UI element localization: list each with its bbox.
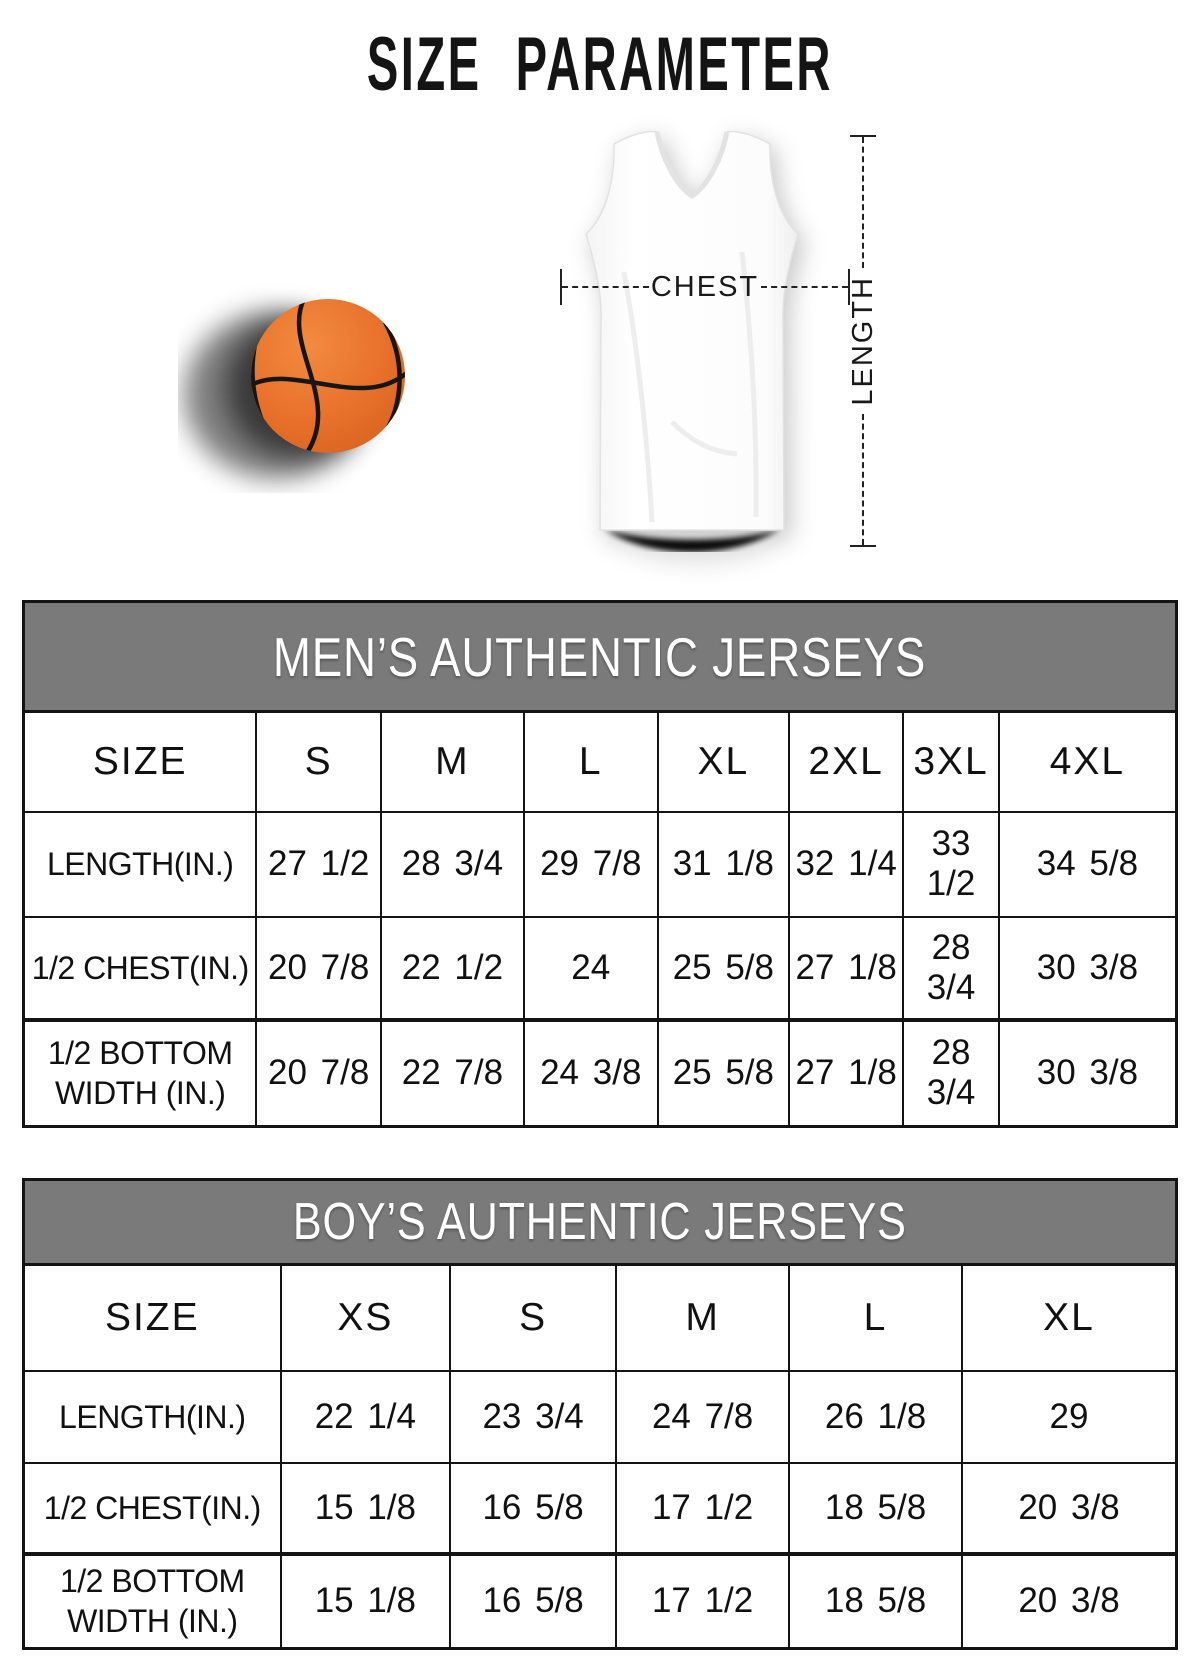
cell-value: 20 3/8 (962, 1463, 1177, 1554)
dashed-line-right (761, 286, 848, 288)
cell-value: 23 3/4 (450, 1371, 616, 1463)
boys-col-xs: XS (281, 1265, 450, 1371)
cell-value: 16 5/8 (450, 1554, 616, 1649)
page-title-text: SIZE PARAMETER (366, 22, 834, 107)
mens-col-m: M (381, 712, 524, 812)
cell-value: 15 1/8 (281, 1463, 450, 1554)
cell-value: 22 1/2 (381, 917, 524, 1020)
boys-col-s: S (450, 1265, 616, 1371)
cell-value: 16 5/8 (450, 1463, 616, 1554)
boys-half-chest-row (24, 1463, 1177, 1554)
cell-value: 34 5/8 (999, 812, 1177, 917)
jersey-body (586, 132, 798, 531)
boys-length-row (24, 1371, 1177, 1463)
boys-col-l: L (789, 1265, 962, 1371)
boys-col-xl: XL (962, 1265, 1177, 1371)
boys-column-header-row (24, 1265, 1177, 1371)
cell-value: 22 1/4 (281, 1371, 450, 1463)
cell-value: 18 5/8 (789, 1554, 962, 1649)
mens-length-row (24, 812, 1177, 917)
cell-value: 20 3/8 (962, 1554, 1177, 1649)
row-label: 1/2 BOTTOM WIDTH (IN.) (24, 1020, 257, 1127)
length-measure-line (845, 135, 881, 547)
mens-col-l: L (524, 712, 658, 812)
size-illustration (0, 95, 1200, 600)
cell-value: 27 1/8 (789, 917, 903, 1020)
boys-table-banner-row (24, 1180, 1177, 1265)
cell-value: 29 (962, 1371, 1177, 1463)
basketball-body (251, 299, 405, 453)
cell-value: 30 3/8 (999, 917, 1177, 1020)
mens-size-table (22, 600, 1178, 1128)
cell-value: 26 1/8 (789, 1371, 962, 1463)
cell-value: 27 1/8 (789, 1020, 903, 1127)
cell-value: 17 1/2 (616, 1463, 789, 1554)
cell-value: 27 1/2 (256, 812, 381, 917)
chest-label: CHEST (650, 270, 760, 303)
boys-table-banner (24, 1180, 1177, 1265)
row-label: 1/2 BOTTOM WIDTH (IN.) (24, 1554, 281, 1649)
boys-size-table (22, 1178, 1178, 1650)
cell-value: 29 7/8 (524, 812, 658, 917)
cell-value: 28 3/4 (903, 1020, 999, 1127)
cell-value: 31 1/8 (658, 812, 789, 917)
measure-tick-bottom (850, 545, 876, 547)
cell-value: 20 7/8 (256, 917, 381, 1020)
mens-half-chest-row (24, 917, 1177, 1020)
length-label: LENGTH (846, 276, 879, 406)
cell-value: 25 5/8 (658, 917, 789, 1020)
cell-value: 28 3/4 (903, 917, 999, 1020)
cell-value: 33 1/2 (903, 812, 999, 917)
boys-table-title: BOY’S AUTHENTIC JERSEYS (293, 1193, 907, 1251)
cell-value: 22 7/8 (381, 1020, 524, 1127)
dashed-line-left (562, 286, 649, 288)
mens-col-xl: XL (658, 712, 789, 812)
jersey-bottom-shadow (604, 529, 780, 552)
mens-col-size: SIZE (24, 712, 257, 812)
cell-value: 25 5/8 (658, 1020, 789, 1127)
row-label: LENGTH(IN.) (24, 1371, 281, 1463)
chest-measure-line (560, 269, 850, 305)
mens-half-bottom-width-row (24, 1020, 1177, 1127)
mens-table-title: MEN’S AUTHENTIC JERSEYS (273, 625, 927, 688)
basketball-illustration (178, 283, 438, 493)
mens-col-3xl: 3XL (903, 712, 999, 812)
cell-value: 24 7/8 (616, 1371, 789, 1463)
row-label: LENGTH(IN.) (24, 812, 257, 917)
cell-value: 24 (524, 917, 658, 1020)
boys-col-m: M (616, 1265, 789, 1371)
cell-value: 18 5/8 (789, 1463, 962, 1554)
mens-table-banner (24, 602, 1177, 712)
row-label: 1/2 CHEST(IN.) (24, 917, 257, 1020)
mens-col-4xl: 4XL (999, 712, 1177, 812)
boys-col-size: SIZE (24, 1265, 281, 1371)
cell-value: 30 3/8 (999, 1020, 1177, 1127)
dashed-line-top (862, 137, 864, 268)
boys-half-bottom-width-row (24, 1554, 1177, 1649)
mens-col-s: S (256, 712, 381, 812)
cell-value: 15 1/8 (281, 1554, 450, 1649)
mens-column-header-row (24, 712, 1177, 812)
page-title (0, 0, 1200, 107)
cell-value: 24 3/8 (524, 1020, 658, 1127)
jersey-illustration (552, 122, 832, 552)
mens-table-banner-row (24, 602, 1177, 712)
row-label: 1/2 CHEST(IN.) (24, 1463, 281, 1554)
cell-value: 28 3/4 (381, 812, 524, 917)
mens-col-2xl: 2XL (789, 712, 903, 812)
dashed-line-bottom (862, 414, 864, 545)
cell-value: 20 7/8 (256, 1020, 381, 1127)
cell-value: 32 1/4 (789, 812, 903, 917)
cell-value: 17 1/2 (616, 1554, 789, 1649)
